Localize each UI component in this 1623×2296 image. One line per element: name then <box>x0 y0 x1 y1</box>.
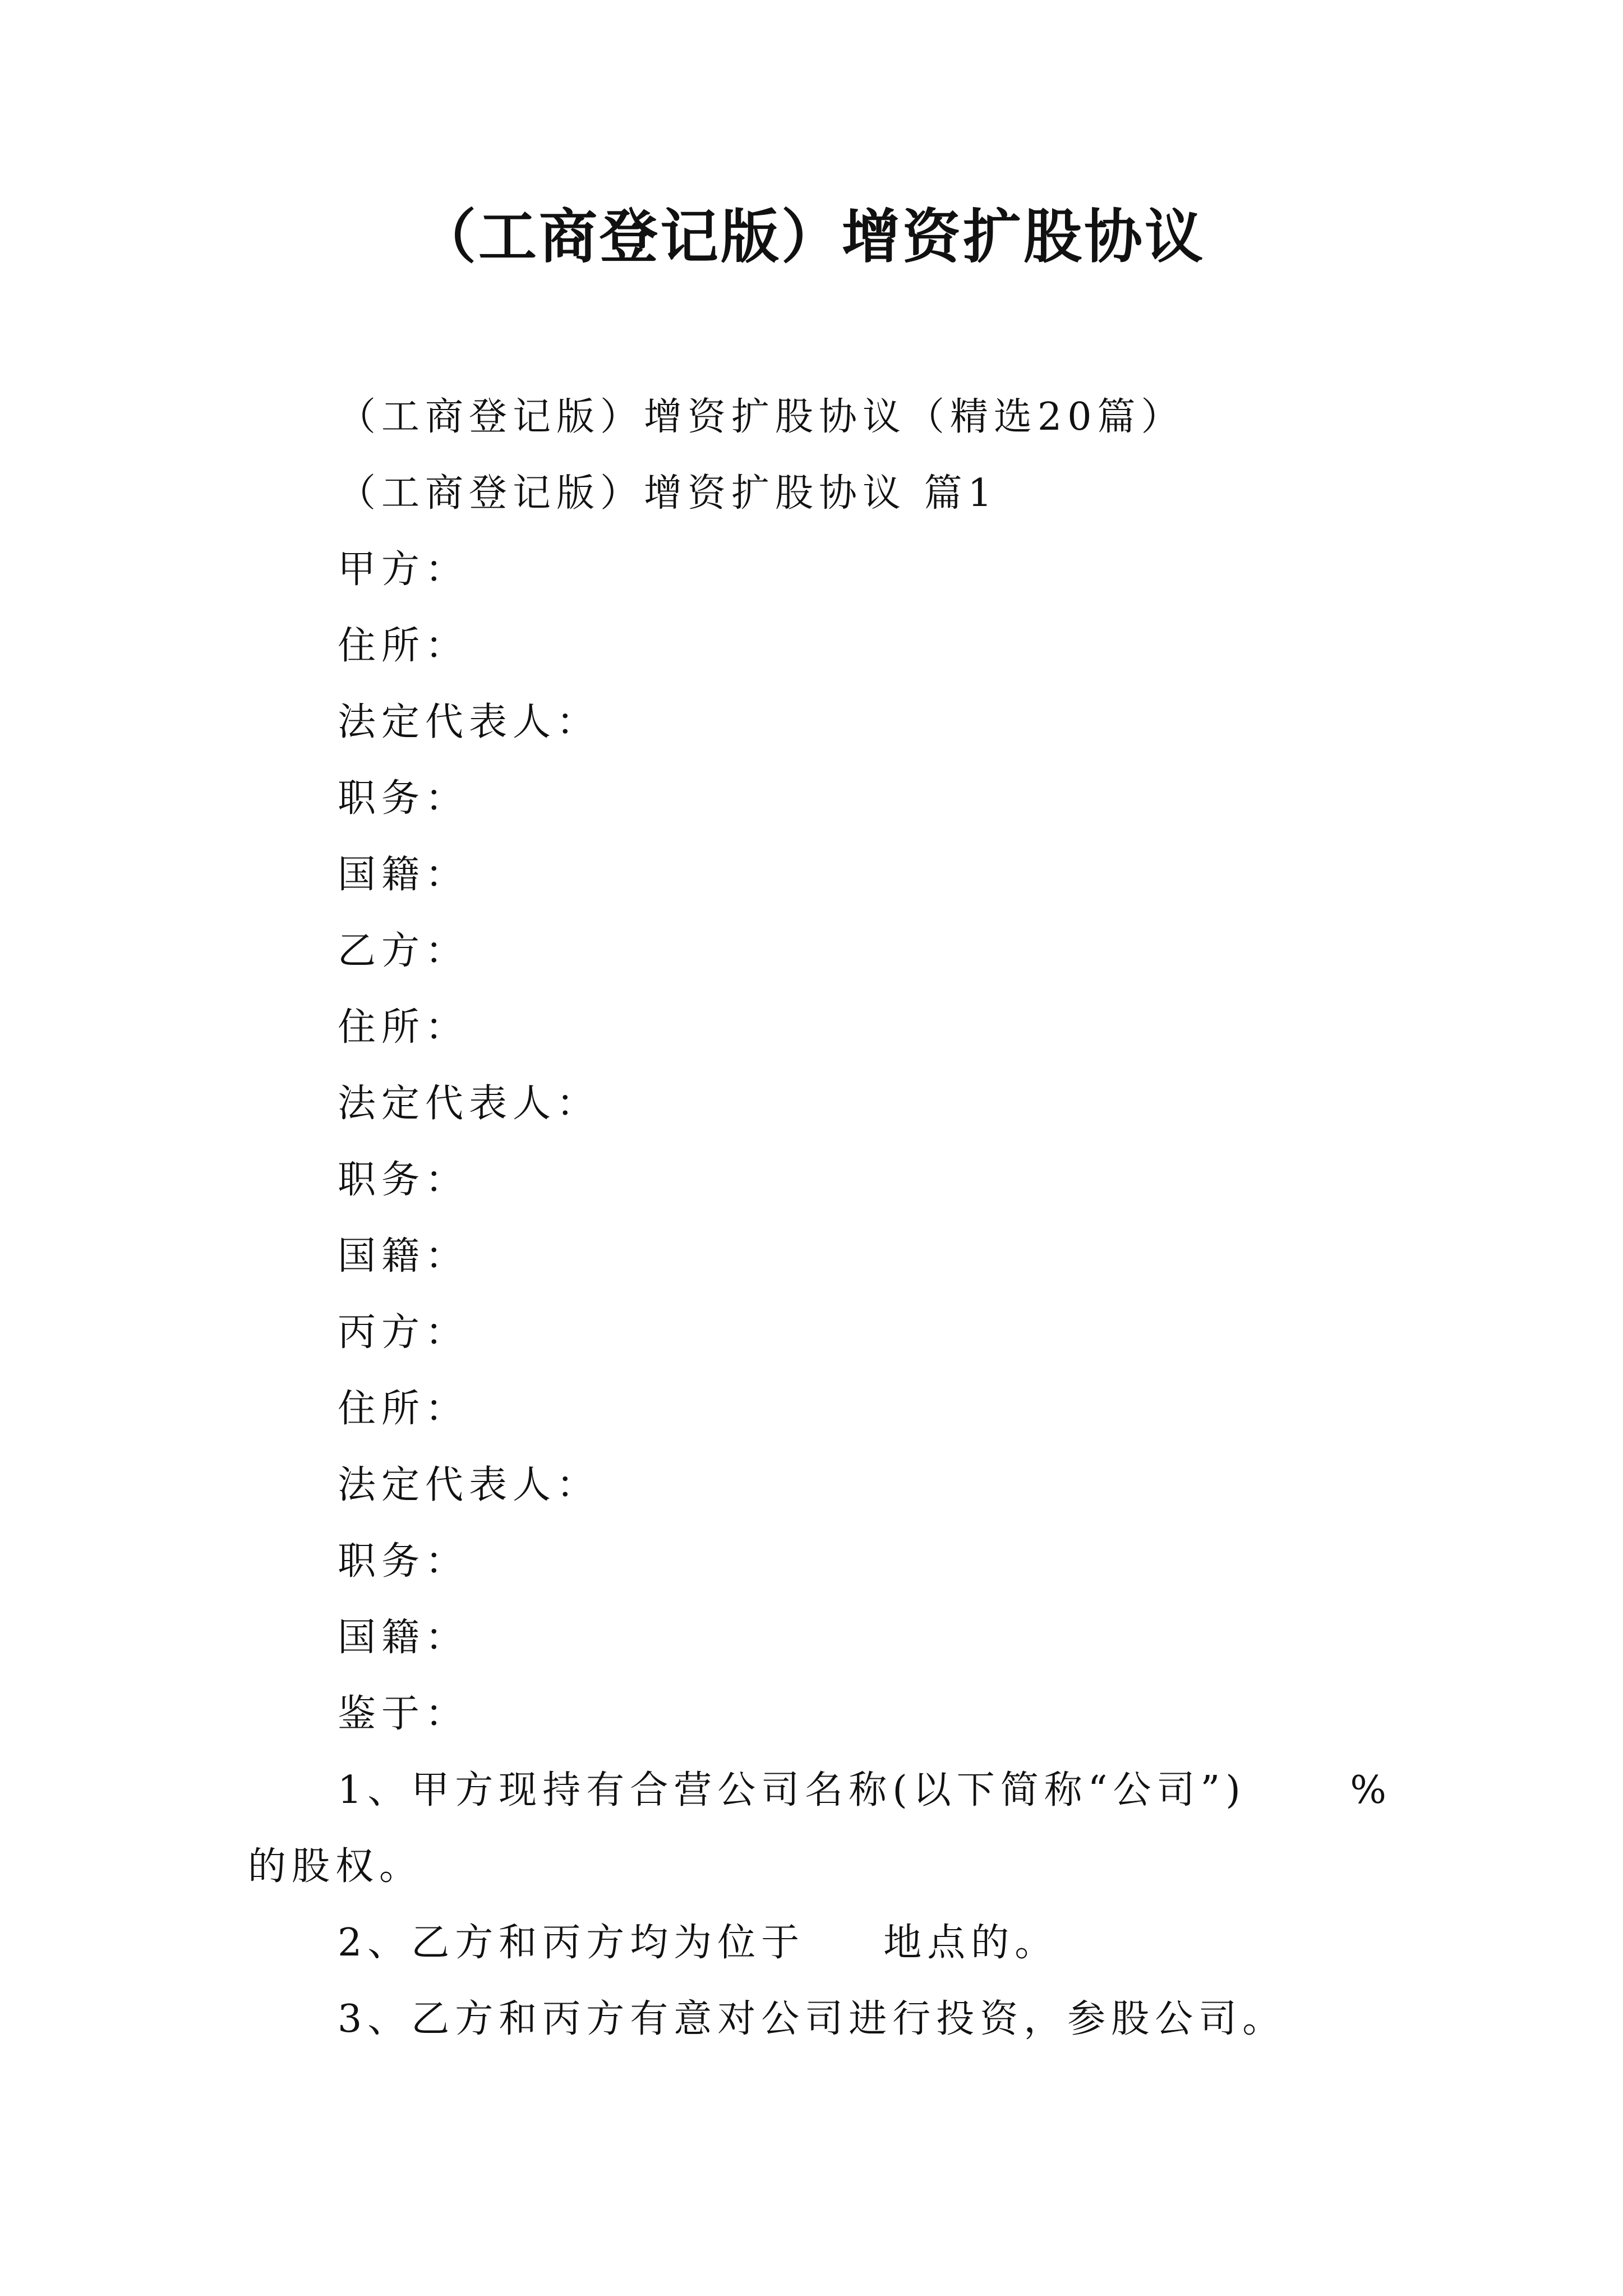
party-b-legal-rep: 法定代表人： <box>338 1082 601 1126</box>
party-b-address: 住所： <box>338 1005 469 1050</box>
clause-1-continuation: 的股权。 <box>248 1844 423 1889</box>
party-c-legal-rep: 法定代表人： <box>338 1463 601 1507</box>
party-c-position: 职务： <box>338 1539 469 1584</box>
clause-3: 3、乙方和丙方有意对公司进行投资，参股公司。 <box>338 1997 1287 2041</box>
clause-2 <box>248 1905 1392 1981</box>
whereas-heading: 鉴于： <box>338 1692 469 1736</box>
clause-1-percent: % <box>1350 1768 1392 1812</box>
clause-1 <box>248 1752 1392 1829</box>
document-body <box>248 379 1392 2058</box>
document-title: （工商登记版）增资扩股协议 <box>417 203 1205 271</box>
document-subtitle: （工商登记版）增资扩股协议（精选20篇） <box>338 395 1185 439</box>
clause-2-text-start: 2、乙方和丙方均为位于 <box>338 1921 805 1965</box>
party-a-nationality: 国籍： <box>338 853 469 897</box>
clause-1-text: 1、甲方现持有合营公司名称(以下简称“公司”) <box>338 1768 1246 1812</box>
party-b-position: 职务： <box>338 1158 469 1202</box>
party-a-position: 职务： <box>338 776 469 821</box>
party-a-legal-rep: 法定代表人： <box>338 700 601 744</box>
party-c-label: 丙方： <box>338 1310 469 1355</box>
party-a-label: 甲方： <box>338 547 469 592</box>
section-heading: （工商登记版）增资扩股协议 篇1 <box>338 471 998 516</box>
party-b-label: 乙方： <box>338 929 469 973</box>
party-a-address: 住所： <box>338 624 469 668</box>
clause-2-text-end: 地点的。 <box>883 1921 1059 1965</box>
party-c-address: 住所： <box>338 1387 469 1431</box>
party-b-nationality: 国籍： <box>338 1234 469 1278</box>
party-c-nationality: 国籍： <box>338 1616 469 1660</box>
